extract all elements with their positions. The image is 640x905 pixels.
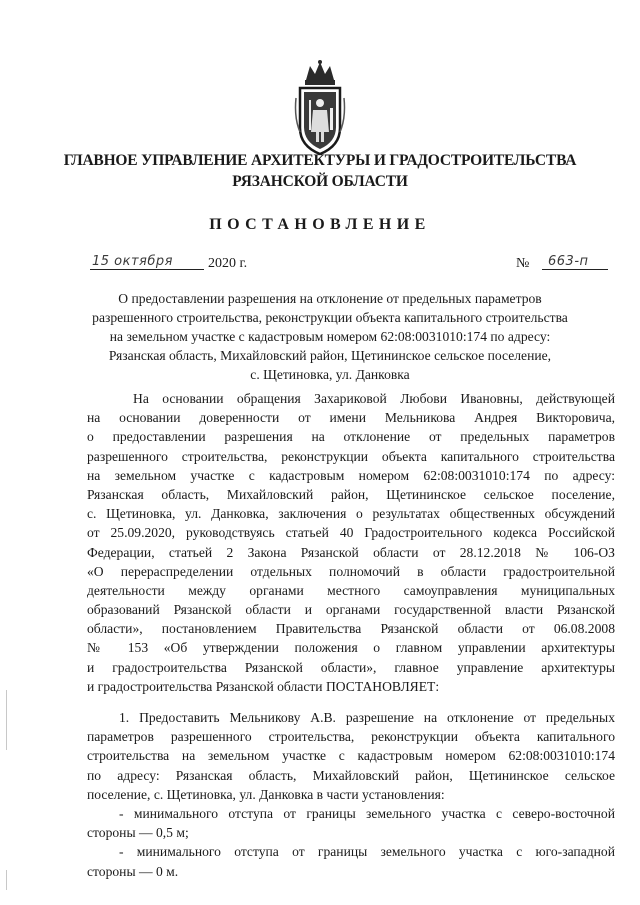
- preamble-line: о предоставлении разрешения на отклонение от предельных параметров: [87, 429, 615, 445]
- preamble-line: на основании доверенности от имени Мельникова Андрея Викторовича,: [87, 410, 615, 426]
- clause-1-line: 1. Предоставить Мельникову А.В. разрешение на отклонение от предельных: [119, 710, 615, 725]
- subject-line: на земельном участке с кадастровым номером 62:08:0031010:174 по адресу:: [109, 329, 551, 344]
- handwritten-date: 15 октября: [90, 254, 204, 270]
- scan-edge-mark: [6, 870, 7, 890]
- preamble-line: на земельном участке с кадастровым номером 62:08:0031010:174 по адресу:: [87, 467, 615, 483]
- preamble-line: и градостроительства Рязанской области», главное управление архитектуры: [87, 659, 615, 675]
- ryazan-coat-of-arms-icon: [292, 58, 348, 158]
- setback-item-southwest-value: стороны — 0 м.: [87, 863, 179, 879]
- date-number-line: [90, 254, 610, 278]
- document-body: [87, 389, 615, 881]
- clause-1-line: строительства на земельном участке с кадастровым номером 62:08:0031010:174: [87, 748, 615, 764]
- preamble-line: На основании обращения Захариковой Любови Ивановны, действующей: [133, 391, 615, 406]
- preamble-line: образований Рязанской области и органами государственной власти Рязанской: [87, 602, 615, 618]
- clause-1-line: по адресу: Рязанская область, Михайловский район, Щетининское сельское: [87, 767, 615, 783]
- setback-item-northeast: - минимального отступа от границы земельного участка с северо-восточной: [119, 805, 615, 821]
- organization-name-line1: ГЛАВНОЕ УПРАВЛЕНИЕ АРХИТЕКТУРЫ И ГРАДОСТРОИТЕЛЬСТВА: [63, 152, 577, 169]
- preamble-line: с. Щетиновка, ул. Данковка, заключения о результатах общественных обсуждений: [87, 506, 615, 522]
- preamble-line: разрешенного строительства, реконструкции объекта капитального строительства: [87, 448, 615, 464]
- clause-1-line: поселение, с. Щетиновка, ул. Данковка в части установления:: [87, 786, 445, 802]
- preamble-line: деятельности между органами местного самоуправления муниципальных: [87, 582, 615, 598]
- document-type-title: ПОСТАНОВЛЕНИЕ: [209, 216, 431, 233]
- subject-line: Рязанская область, Михайловский район, Щетининское сельское поселение,: [108, 348, 552, 363]
- handwritten-document-number: 663-п: [542, 254, 608, 270]
- setback-item-southwest: - минимального отступа от границы земельного участка с юго-западной: [119, 844, 615, 860]
- scan-edge-mark: [6, 690, 7, 750]
- organization-name-line2: РЯЗАНСКОЙ ОБЛАСТИ: [232, 173, 408, 190]
- number-sign: №: [516, 256, 530, 271]
- document-year: 2020 г.: [208, 256, 248, 271]
- setback-item-northeast-value: стороны — 0,5 м;: [87, 825, 189, 841]
- subject-line: с. Щетиновка, ул. Данковка: [250, 367, 410, 382]
- preamble-line: Федерации, статьей 2 Закона Рязанской области от 28.12.2018 № 106-ОЗ: [87, 544, 615, 560]
- clause-1-line: параметров разрешенного строительства, реконструкции объекта капитального: [87, 729, 615, 745]
- preamble-line: «О перераспределении отдельных полномочий в области градостроительной: [87, 563, 615, 579]
- subject-line: О предоставлении разрешения на отклонение от предельных параметров: [118, 291, 542, 306]
- preamble-line: № 153 «Об утверждении положения о главном управлении архитектуры: [87, 640, 615, 656]
- subject-line: разрешенного строительства, реконструкции объекта капитального строительства: [92, 310, 568, 325]
- document-subject: [60, 289, 600, 384]
- preamble-line: области», постановлением Правительства Рязанской области от 06.08.2008: [87, 621, 615, 637]
- preamble-line: Рязанская область, Михайловский район, Щетининское сельское поселение,: [87, 486, 615, 502]
- preamble-line: от 25.09.2020, руководствуясь статьей 40 Градостроительного кодекса Российской: [87, 525, 615, 541]
- preamble-line: и градостроительства Рязанской области ПОСТАНОВЛЯЕТ:: [87, 678, 440, 694]
